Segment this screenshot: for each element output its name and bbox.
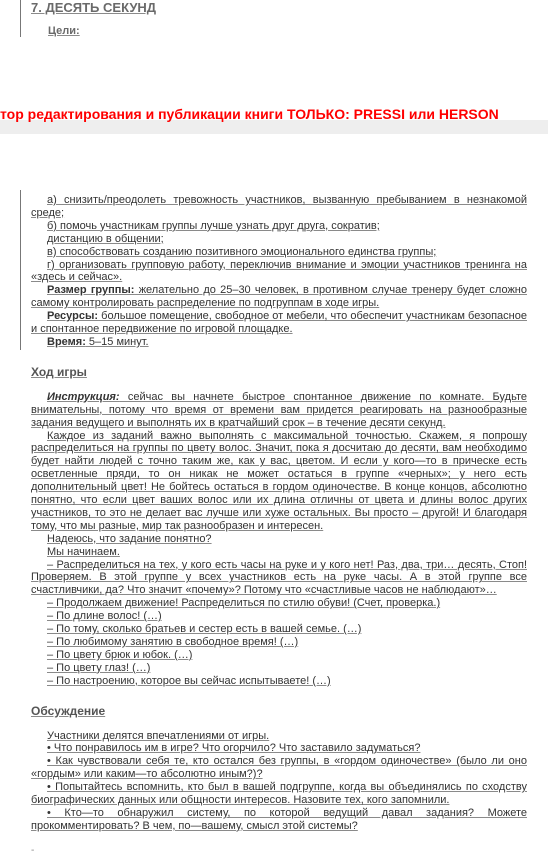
goals-label: Цели:: [48, 25, 80, 37]
section-title: 7. ДЕСЯТЬ СЕКУНД: [31, 0, 157, 15]
question-item: • Кто—то обнаружил систему, по которой ведущий давал задания? Можете прокомментировать? В чем, по—вашему, смысл этой системы?: [31, 806, 527, 832]
warning-banner: тор редактирования и публикации книги ТОЛЬКО: PRESSI или HERSON: [0, 106, 499, 122]
instruction-label: Инструкция:: [47, 390, 120, 403]
resources-paragraph: [31, 310, 527, 336]
question-item: • Что понравилось им в игре? Что огорчило? Что заставило задуматься?: [47, 742, 421, 755]
time-label: Время:: [47, 335, 86, 348]
goal-item: дистанцию в общении;: [47, 232, 164, 245]
goal-item: а) снизить/преодолеть тревожность участников, вызванную пребыванием в незнакомой среде;: [31, 194, 527, 219]
goal-item: г) организовать групповую работу, переключив внимание и эмоции участников тренинга на «здесь и сейчас».: [31, 258, 527, 284]
main-paragraph: Каждое из заданий важно выполнять с максимальной точностью. Скажем, я попрошу распределиться на группы по цвету волос. Значит, пока я досчитаю до десяти, вам необходимо будет найти людей с точно таким же, как у вас, цветом. И если у кого—то в прическе есть осветленные пряди, то он никак не может остаться в группе «черных»; у него есть дополнительный цвет! Не бойтесь остаться в гордом одиночестве. В конце концов, абсолютно понятно, что если цвет ваших волос или их длина отличны от цвета и длины волос других участников, то это не делает вас лучше или хуже остальных. Вы просто – другой! И благодаря тому, что мы разные, мир так разнообразен и интересен.: [31, 429, 527, 532]
task-item: – По цвету брюк и юбок. (…): [47, 648, 193, 661]
task-item: – По любимому занятию в свободное время! (…): [47, 636, 299, 648]
instruction-paragraph: [31, 391, 527, 430]
group-size-text: желательно до 25–30 человек, в противном случае тренеру будет сложно самому контролировать распределение по подгруппам в ходе игры.: [31, 284, 528, 310]
left-margin-line-top: [20, 0, 21, 37]
line-start: Мы начинаем.: [47, 545, 120, 558]
task-item: – По тому, сколько братьев и сестер есть в вашей семье. (…): [47, 623, 362, 636]
left-margin-line-main: [20, 190, 21, 350]
document-body: [31, 194, 527, 833]
goal-item: б) помочь участникам группы лучше узнать друг друга, сократив;: [47, 219, 380, 232]
goal-item: в) способствовать созданию позитивного эмоционального единства группы;: [47, 245, 437, 258]
game-heading: Ход игры: [31, 364, 87, 379]
task-item: – По настроению, которое вы сейчас испытываете! (…): [47, 674, 331, 687]
discussion-intro: Участники делятся впечатлениями от игры.: [47, 729, 270, 742]
task-item: – По цвету глаз! (…): [47, 661, 151, 674]
question-item: • Попытайтесь вспомнить, кто был в вашей подгруппе, когда вы объединялись по сходству биографических данных или общности интересов. Назовите тех, кого запомнили.: [31, 781, 527, 807]
time-text: 5–15 минут.: [85, 335, 149, 348]
time-paragraph: [31, 336, 527, 349]
line-understood: Надеюсь, что задание понятно?: [47, 532, 212, 545]
task-item: – Продолжаем движение! Распределиться по стилю обуви! (Счет, проверка.): [47, 597, 441, 610]
question-item: • Как чувствовали себя те, кто остался без группы, в «гордом одиночестве» (было ли оно «гордым» или каким—то абсолютно иным?)?: [31, 755, 527, 781]
task-item: – По длине волос! (…): [47, 610, 162, 623]
group-size-label: Размер группы:: [47, 284, 135, 297]
resources-label: Ресурсы:: [47, 310, 99, 323]
group-size-paragraph: [31, 284, 527, 310]
footer-mark: -: [31, 845, 35, 856]
resources-text: большое помещение, свободное от мебели, что обеспечит участникам безопасное и спонтанное передвижение по игровой площадке.: [31, 310, 527, 336]
watches-paragraph: – Распределиться на тех, у кого есть часы на руке и у кого нет! Раз, два, три… десять, Стоп! Проверяем. В этой группе у всех участников есть на руке часы. А в этой группе все счастливчики, да? Что значит «почему»? Потому что «счастливые часов не наблюдают»…: [31, 558, 527, 597]
instruction-text: сейчас вы начнете быстрое спонтанное движение по комнате. Будьте внимательны, потому что время от времени вам придется реагировать на разнообразные задания ведущего и выполнять их в кратчайший срок – в течение десяти секунд.: [31, 390, 527, 429]
discussion-heading: Обсуждение: [31, 703, 106, 718]
